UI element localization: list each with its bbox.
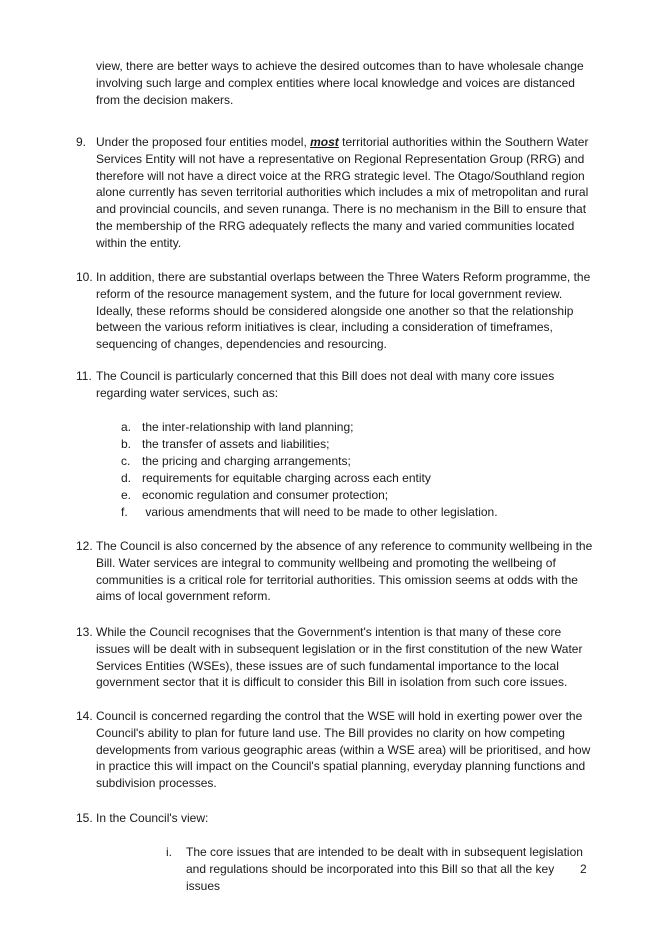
list-item-label: c. [121, 454, 131, 468]
list-item-label: e. [121, 488, 132, 502]
list-item-label: a. [121, 420, 132, 434]
paragraph-text [96, 134, 596, 252]
list-item-text: requirements for equitable charging across each entity [142, 471, 431, 485]
paragraph-text: The Council is particularly concerned that this Bill does not deal with many core issues regarding water services, such as: [96, 369, 555, 400]
paragraph-text-end: territorial authorities within the Southern Water Services Entity will not have a representative on Regional Representation Group (RRG) and therefore will not have a direct voice at the RRG strategic level. The Otago/Southland region alone currently has seven territorial authorities which includes a mix of metropolitan and rural and provincial councils, and seven runanga. There is no mechanism in the Bill to ensure that the membership of the RRG adequately reflects the many and varied communities located within the entity. [96, 135, 589, 250]
list-item-text: various amendments that will need to be made to other legislation. [142, 505, 498, 519]
paragraph-number: 14. [76, 709, 93, 723]
paragraph-number: 15. [76, 811, 93, 825]
list-item-text: the transfer of assets and liabilities; [142, 437, 330, 451]
paragraph-number: 11. [76, 369, 92, 383]
emphasis-most: most [310, 135, 339, 149]
paragraph-number: 13. [76, 625, 93, 639]
paragraph-9 [76, 134, 596, 252]
list-item-text: economic regulation and consumer protection; [142, 488, 389, 502]
paragraph-text: Council is concerned regarding the control that the WSE will hold in exerting power over the Council's ability to plan for future land use. The Bill provides no clarity on how competing developments from various geographic areas (within a WSE area) will be prioritised, and how in practice this will impact on the Council's spatial planning, everyday planning functions and subdivision processes. [96, 709, 591, 791]
paragraph-number: 12. [76, 539, 93, 553]
paragraph-text: In the Council's view: [96, 811, 209, 825]
paragraph-text: In addition, there are substantial overlaps between the Three Waters Reform programme, the reform of the resource management system, and the future for local government review. Ideally, these reforms should be considered alongside one another so that the relationship between the various reform initiatives is clear, including a consideration of timeframes, sequencing of changes, dependencies and resourcing. [96, 270, 591, 352]
paragraph-14 [76, 708, 596, 792]
list-item-label: i. [166, 845, 172, 859]
list-item-i [166, 844, 591, 894]
list-item-text: the inter-relationship with land planning; [142, 420, 354, 434]
paragraph-number: 10. [76, 270, 93, 284]
paragraph-10 [76, 269, 596, 353]
paragraph-text-start: Under the proposed four entities model, [96, 135, 311, 149]
list-item-label: f. [121, 505, 128, 519]
paragraph-13 [76, 624, 596, 691]
list-item-label: d. [121, 471, 132, 485]
paragraph-12 [76, 538, 596, 605]
continuation-paragraph: view, there are better ways to achieve the desired outcomes than to have wholesale change involving such large and complex entities where local knowledge and voices are distanced from the decision makers. [96, 59, 584, 107]
paragraph-15 [76, 810, 596, 827]
list-item-label: b. [121, 437, 132, 451]
page-number: 2 [580, 862, 587, 876]
paragraph-number: 9. [76, 135, 87, 149]
paragraph-text: While the Council recognises that the Government's intention is that many of these core issues will be dealt with in subsequent legislation or in the first constitution of the new Water Services Entities (WSEs), these issues are of such fundamental importance to the local government sector that it is difficult to consider this Bill in isolation from such core issues. [96, 625, 583, 690]
list-item-text: the pricing and charging arrangements; [142, 454, 351, 468]
paragraph-11 [76, 368, 596, 402]
list-item-text: The core issues that are intended to be dealt with in subsequent legislation and regulations should be incorporated into this Bill so that all the key issues [186, 845, 583, 893]
paragraph-text: The Council is also concerned by the absence of any reference to community wellbeing in the Bill. Water services are integral to community wellbeing and promoting the wellbeing of communities is a critical role for territorial authorities. This omission seems at odds with the aims of local government reform. [96, 539, 593, 604]
